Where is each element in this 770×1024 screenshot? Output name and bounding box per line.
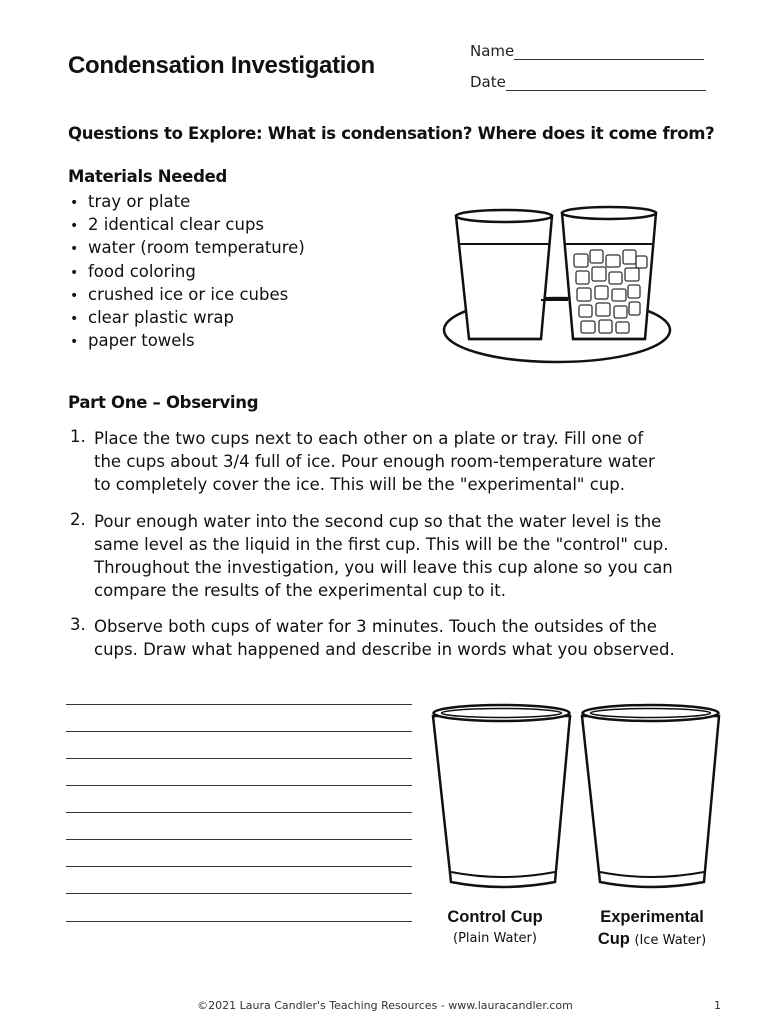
answer-line[interactable]: [66, 839, 412, 840]
control-cup-icon: [433, 705, 570, 887]
answer-line[interactable]: [66, 785, 412, 786]
step-1: [70, 427, 700, 496]
list-item: • 2 identical clear cups: [70, 213, 305, 236]
materials-heading: Materials Needed: [68, 167, 227, 186]
page-title: Condensation Investigation: [68, 52, 375, 79]
tray-cups-illustration: [440, 200, 680, 370]
step-number: 2.: [70, 510, 86, 529]
step-text: Place the two cups next to each other on a plate or tray. Fill one of the cups about 3/4 full of ice. Pour enough room-temperature water to completely cover the ice. This will be the "experimental" cup.: [94, 429, 655, 494]
list-item: • water (room temperature): [70, 236, 305, 259]
control-cup-subtitle: (Plain Water): [453, 931, 537, 946]
date-line: [506, 76, 706, 91]
answer-line[interactable]: [66, 866, 412, 867]
answer-line[interactable]: [66, 731, 412, 732]
answer-line[interactable]: [66, 893, 412, 894]
date-field[interactable]: [470, 73, 706, 91]
experimental-cup-icon: [582, 705, 719, 887]
question-text: Questions to Explore: What is condensation? Where does it come from?: [68, 124, 715, 143]
control-cup-label: [432, 906, 558, 950]
step-2: [70, 510, 700, 602]
list-item: • paper towels: [70, 329, 305, 352]
experimental-cup-title-line2: [584, 928, 720, 952]
list-item: • clear plastic wrap: [70, 306, 305, 329]
page-number: 1: [714, 999, 721, 1012]
ice-cup-icon: [562, 207, 656, 339]
experimental-cup-label: [584, 906, 720, 952]
experimental-cup-title: Experimental: [600, 908, 704, 926]
name-line: [514, 45, 704, 60]
name-label: Name: [470, 42, 515, 60]
materials-list: [70, 190, 305, 352]
water-cup-icon: [456, 210, 552, 339]
name-field[interactable]: [470, 42, 704, 60]
list-item: • tray or plate: [70, 190, 305, 213]
control-cup-title: Control Cup: [447, 908, 543, 926]
answer-line[interactable]: [66, 758, 412, 759]
step-3: [70, 615, 700, 661]
answer-line[interactable]: [66, 704, 412, 705]
steps-list: [70, 427, 710, 667]
answer-line[interactable]: [66, 921, 412, 922]
answer-line[interactable]: [66, 812, 412, 813]
drawing-cups-illustration: [430, 702, 722, 902]
footer-credit: ©2021 Laura Candler's Teaching Resources - www.lauracandler.com: [197, 999, 573, 1012]
date-label: Date: [470, 73, 506, 91]
list-item: • crushed ice or ice cubes: [70, 283, 305, 306]
step-text: Pour enough water into the second cup so that the water level is the same level as the liquid in the first cup. This will be the "control" cup. Throughout the investigation, you will leave this cup alone so you can compare the results of the experimental cup to it.: [94, 512, 673, 600]
step-number: 3.: [70, 615, 86, 634]
experimental-cup-subtitle: (Ice Water): [634, 933, 707, 948]
list-item: • food coloring: [70, 260, 305, 283]
part-one-heading: Part One – Observing: [68, 393, 259, 412]
step-number: 1.: [70, 427, 86, 446]
experimental-cup-word: Cup: [597, 930, 630, 948]
step-text: Observe both cups of water for 3 minutes. Touch the outsides of the cups. Draw what happened and describe in words what you observed.: [94, 617, 675, 659]
